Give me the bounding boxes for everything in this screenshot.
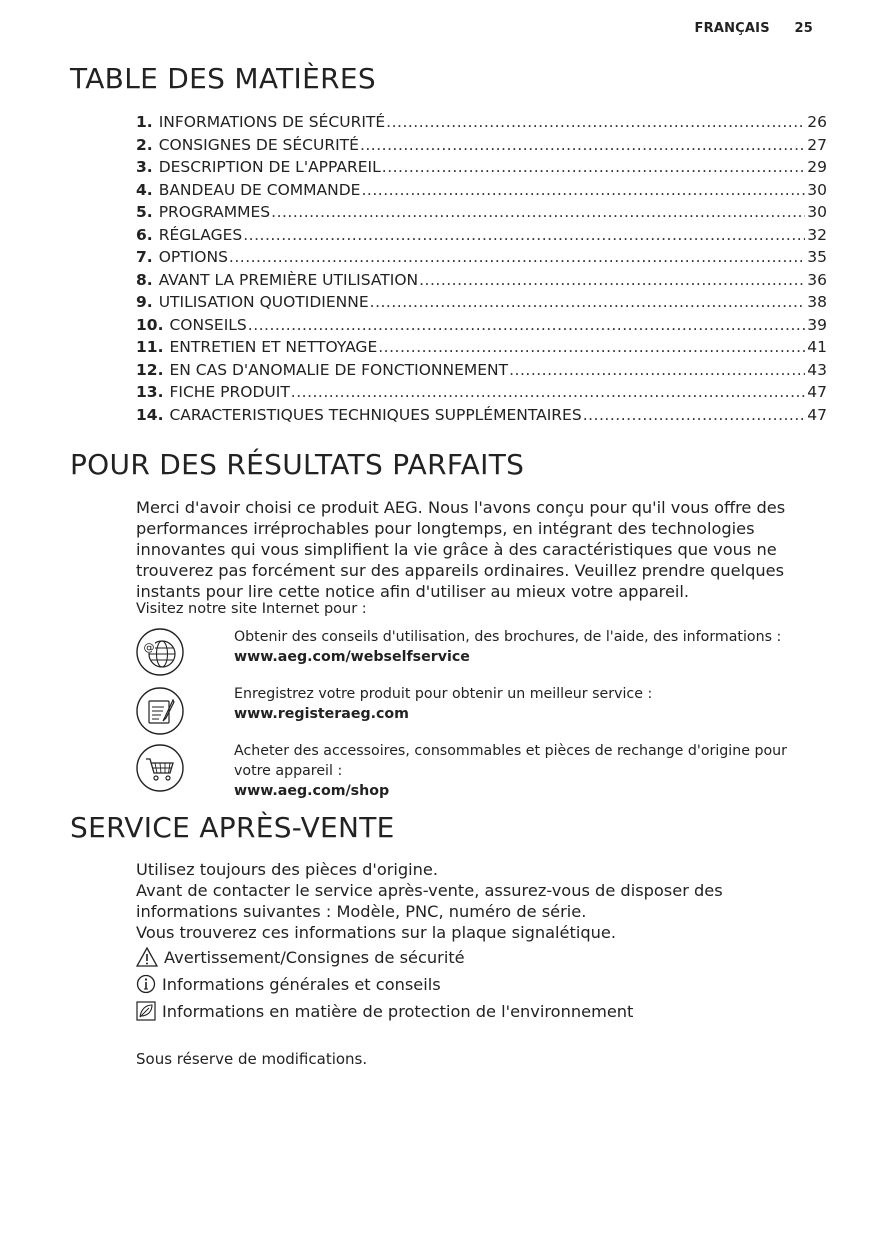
toc-leader (229, 246, 805, 269)
legend-environment (136, 1001, 633, 1021)
legend-info (136, 974, 441, 994)
toc-number: 5. (136, 203, 153, 221)
toc-label: ENTRETIEN ET NETTOYAGE (169, 338, 378, 356)
service-text: Acheter des accessoires, consommables et pièces de rechange d'origine pour votre appareil : (234, 743, 787, 779)
toc-number: 6. (136, 225, 153, 244)
service-register (234, 684, 824, 724)
service-text: Obtenir des conseils d'utilisation, des brochures, de l'aide, des informations : (234, 629, 782, 645)
results-title: POUR DES RÉSULTATS PARFAITS (70, 448, 525, 481)
intro-paragraph: Merci d'avoir choisi ce produit AEG. Nous l'avons conçu pour qu'il vous offre des performances irréprochables pour longtemps, en intégrant des technologies innovantes qui vous simplifient la vie grâce à des caractéristiques que vous ne trouverez pas forcément sur des appareils ordinaires. Veuillez prendre quelques instants pour lire cette notice afin d'utiliser au mieux votre appareil. (136, 498, 786, 601)
toc-item[interactable] (136, 224, 827, 247)
legend-label: Informations générales et conseils (162, 974, 441, 994)
toc-number: 7. (136, 248, 153, 266)
toc-label: OPTIONS (158, 248, 228, 266)
legend-label: Avertissement/Consignes de sécurité (164, 947, 465, 967)
visit-label: Visitez notre site Internet pour : (136, 601, 367, 617)
page-number: 25 (794, 21, 813, 36)
toc-label: UTILISATION QUOTIDIENNE (158, 293, 369, 311)
toc-page: 32 (807, 225, 827, 244)
toc-leader (248, 314, 806, 337)
service-line: Vous trouverez ces informations sur la plaque signalétique. (136, 923, 616, 942)
toc-page: 39 (807, 315, 827, 334)
toc-number: 11. (136, 338, 164, 356)
service-line: Avant de contacter le service après-vente, assurez-vous de disposer des informations suivantes : Modèle, PNC, numéro de série. (136, 881, 723, 921)
toc-label: RÉGLAGES (158, 225, 243, 244)
toc-item[interactable] (136, 381, 827, 404)
toc-item[interactable] (136, 291, 827, 314)
toc-page: 36 (807, 270, 827, 289)
register-pen-icon (135, 686, 185, 736)
toc-leader (271, 201, 805, 224)
table-of-contents (136, 111, 827, 426)
page-header (695, 21, 813, 36)
toc-leader (370, 291, 806, 314)
toc-page: 43 (807, 360, 827, 379)
legend-label: Informations en matière de protection de l'environnement (162, 1001, 634, 1021)
toc-item[interactable] (136, 111, 827, 134)
toc-leader (378, 336, 805, 359)
toc-page: 26 (807, 113, 827, 131)
toc-page: 47 (807, 405, 827, 424)
toc-leader (509, 359, 805, 382)
toc-number: 14. (136, 405, 164, 424)
toc-leader (243, 224, 805, 247)
language-label: FRANÇAIS (694, 21, 770, 36)
service-link[interactable]: www.aeg.com/webselfservice (234, 649, 470, 665)
toc-label: EN CAS D'ANOMALIE DE FONCTIONNEMENT (169, 360, 509, 379)
toc-item[interactable] (136, 179, 827, 202)
service-link[interactable]: www.registeraeg.com (234, 706, 409, 722)
toc-label: PROGRAMMES (158, 203, 271, 221)
toc-page: 30 (807, 180, 827, 199)
toc-leader (360, 134, 805, 157)
toc-number: 13. (136, 383, 164, 401)
toc-page: 47 (807, 383, 827, 401)
toc-number: 10. (136, 315, 164, 334)
toc-item[interactable] (136, 246, 827, 269)
info-icon (136, 974, 156, 994)
service-webselfservice (234, 627, 824, 667)
toc-page: 38 (807, 293, 827, 311)
toc-page: 35 (807, 248, 827, 266)
toc-leader (382, 156, 806, 179)
toc-item[interactable] (136, 269, 827, 292)
toc-label: AVANT LA PREMIÈRE UTILISATION (158, 270, 419, 289)
leaf-icon (136, 1001, 156, 1021)
service-title: SERVICE APRÈS-VENTE (70, 811, 395, 844)
service-link[interactable]: www.aeg.com/shop (234, 783, 390, 799)
toc-number: 9. (136, 293, 153, 311)
service-shop (234, 741, 824, 801)
toc-title: TABLE DES MATIÈRES (70, 62, 376, 95)
service-line: Utilisez toujours des pièces d'origine. (136, 860, 439, 879)
legend-warning (136, 947, 465, 967)
toc-number: 8. (136, 270, 153, 289)
service-paragraph (136, 859, 816, 943)
toc-leader (361, 179, 805, 202)
shopping-cart-icon (135, 743, 185, 793)
toc-page: 41 (807, 338, 827, 356)
toc-number: 3. (136, 158, 153, 176)
toc-label: INFORMATIONS DE SÉCURITÉ (158, 113, 386, 131)
toc-page: 29 (807, 158, 827, 176)
toc-label: CONSEILS (169, 315, 247, 334)
toc-item[interactable] (136, 404, 827, 427)
service-text: Enregistrez votre produit pour obtenir un meilleur service : (234, 686, 653, 702)
footer-note: Sous réserve de modifications. (136, 1050, 368, 1068)
toc-number: 1. (136, 113, 153, 131)
toc-label: CARACTERISTIQUES TECHNIQUES SUPPLÉMENTAIRES (169, 405, 582, 424)
warning-triangle-icon (136, 947, 158, 967)
toc-number: 12. (136, 360, 164, 379)
toc-label: FICHE PRODUIT (169, 383, 290, 401)
toc-leader (386, 111, 805, 134)
toc-label: CONSIGNES DE SÉCURITÉ (158, 135, 359, 154)
toc-item[interactable] (136, 201, 827, 224)
toc-page: 30 (807, 203, 827, 221)
toc-label: BANDEAU DE COMMANDE (158, 180, 361, 199)
toc-item[interactable] (136, 314, 827, 337)
toc-page: 27 (807, 135, 827, 154)
toc-leader (419, 269, 805, 292)
toc-label: DESCRIPTION DE L'APPAREIL (158, 158, 381, 176)
toc-leader (583, 404, 806, 427)
toc-item[interactable] (136, 336, 827, 359)
toc-item[interactable] (136, 359, 827, 382)
svg-text:@: @ (143, 641, 155, 654)
toc-leader (291, 381, 805, 404)
toc-item[interactable] (136, 156, 827, 179)
toc-item[interactable] (136, 134, 827, 157)
toc-number: 2. (136, 135, 153, 154)
globe-at-icon (135, 627, 185, 677)
toc-number: 4. (136, 180, 153, 199)
